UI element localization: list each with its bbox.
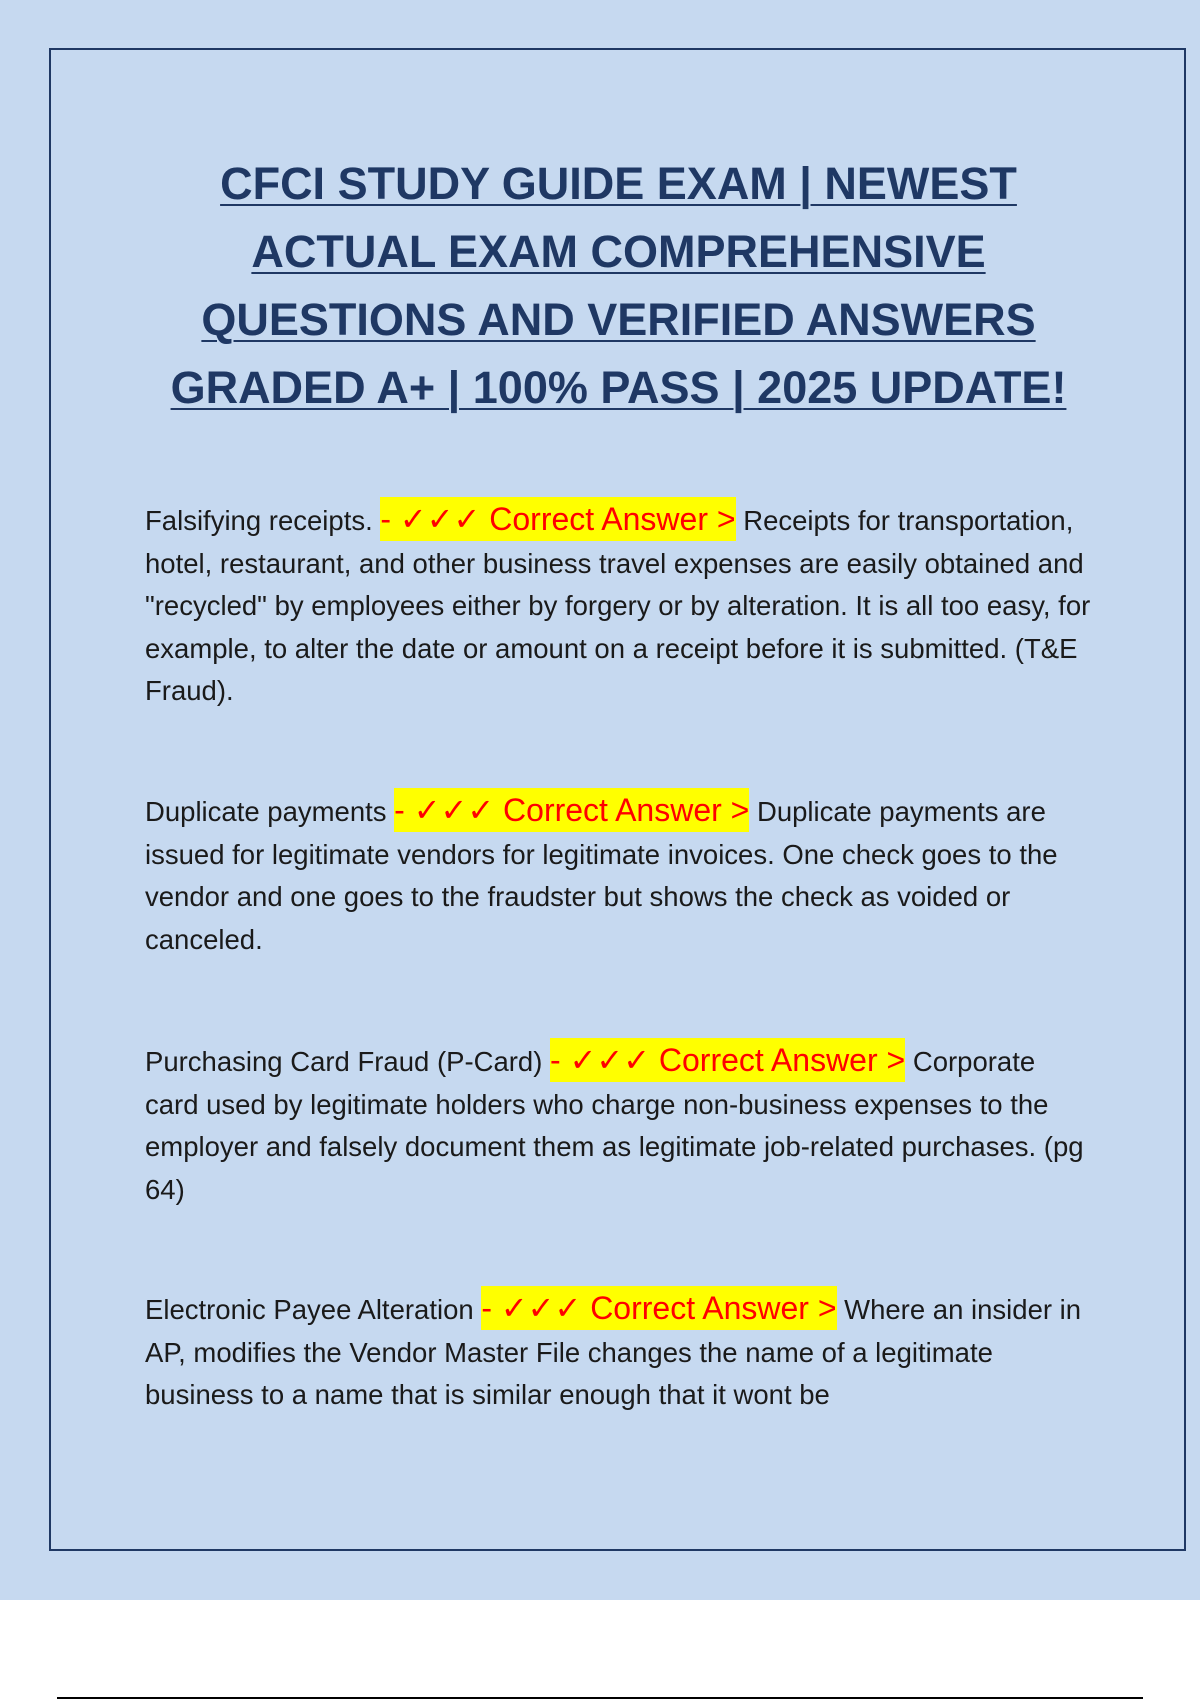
question-text: Falsifying receipts.	[145, 505, 381, 536]
title-line: CFCI STUDY GUIDE EXAM | NEWEST	[220, 158, 1017, 209]
answer-text: Receipts for transportation, hotel, restaurant, and other business travel expenses are easily obtained and "recycled" by employees either by forgery or by alteration. It is all too easy, for example, to alter the date or amount on a receipt before it is submitted. (T&E Fraud).	[145, 505, 1091, 706]
correct-answer-marker: - ✓✓✓ Correct Answer >	[481, 1286, 836, 1330]
answer-text: Duplicate payments are issued for legitimate vendors for legitimate invoices. One check goes to the vendor and one goes to the fraudster but shows the check as voided or canceled.	[145, 796, 1058, 955]
question-text: Electronic Payee Alteration	[145, 1294, 482, 1325]
title-line: GRADED A+ | 100% PASS | 2025 UPDATE!	[170, 362, 1067, 413]
title-line: QUESTIONS AND VERIFIED ANSWERS	[201, 294, 1036, 345]
question-text: Purchasing Card Fraud (P-Card)	[145, 1046, 551, 1077]
title-line: ACTUAL EXAM COMPREHENSIVE	[251, 226, 986, 277]
qa-item	[145, 789, 1095, 961]
answer-text: Corporate card used by legitimate holders who charge non-business expenses to the employer and falsely document them as legitimate job-related purchases. (pg 64)	[145, 1046, 1084, 1205]
answer-text: Where an insider in AP, modifies the Vendor Master File changes the name of a legitimate business to a name that is similar enough that it wont be	[145, 1294, 1082, 1410]
correct-answer-marker: - ✓✓✓ Correct Answer >	[380, 497, 735, 541]
document-title	[120, 150, 1117, 422]
qa-item	[145, 1039, 1095, 1211]
qa-item	[145, 1287, 1095, 1417]
correct-answer-marker: - ✓✓✓ Correct Answer >	[550, 1038, 905, 1082]
correct-answer-marker: - ✓✓✓ Correct Answer >	[394, 788, 749, 832]
question-text: Duplicate payments	[145, 796, 395, 827]
page-divider	[57, 1697, 1143, 1699]
qa-item	[145, 498, 1095, 713]
